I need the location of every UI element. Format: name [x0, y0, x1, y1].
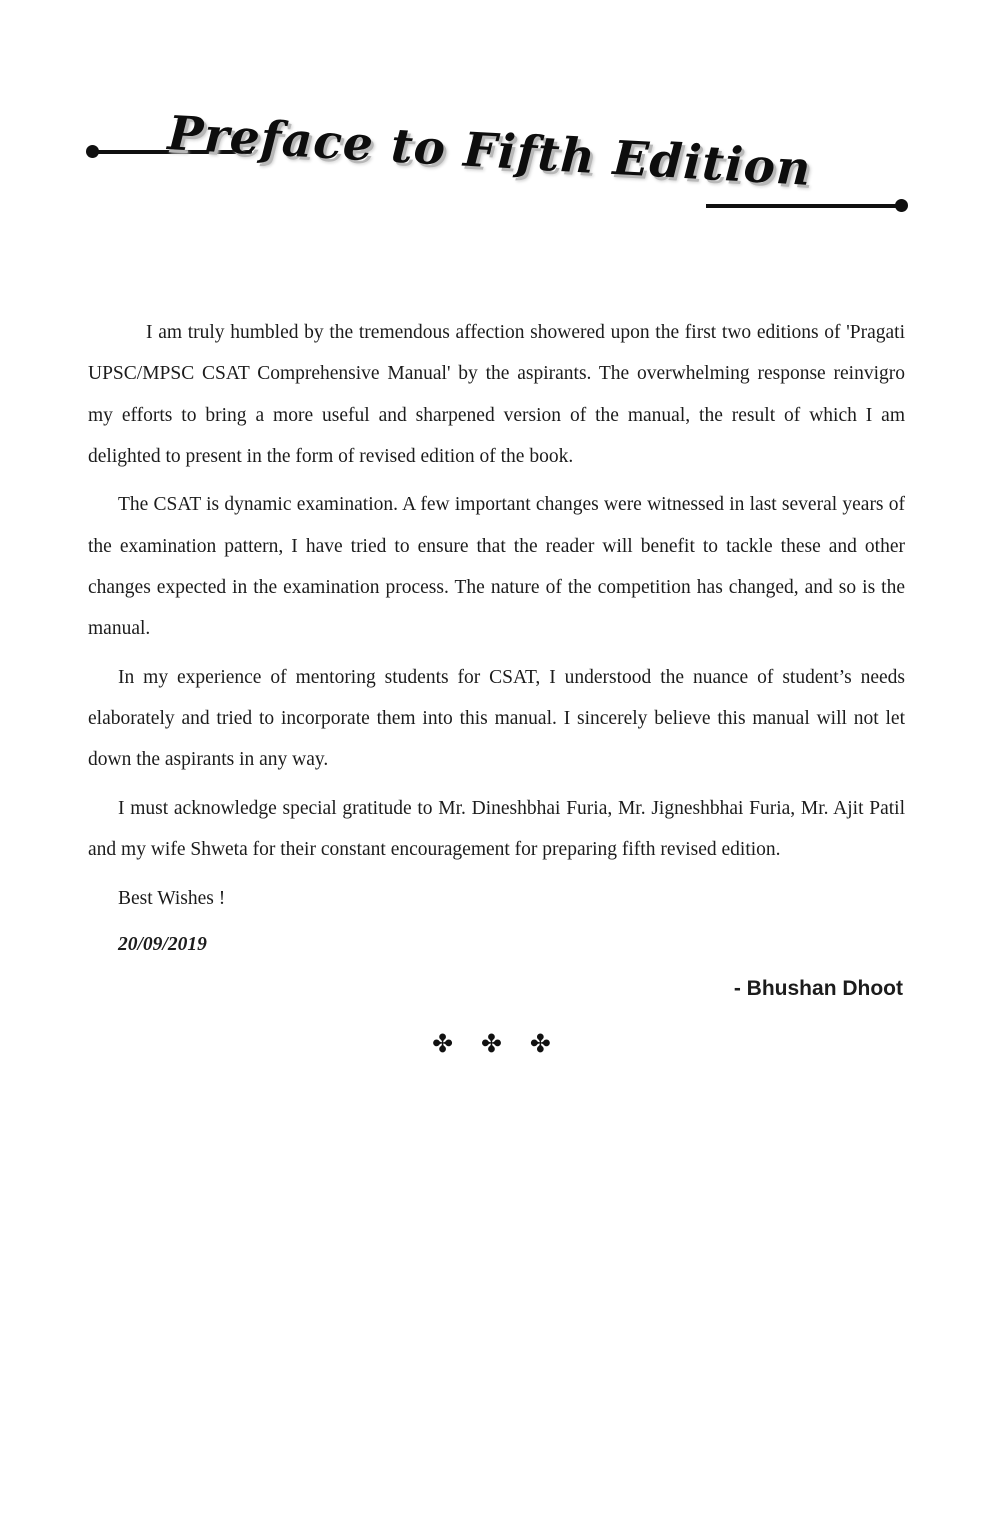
right-rule-dot [895, 199, 908, 212]
right-rule [706, 204, 906, 208]
paragraph-1: I am truly humbled by the tremendous affection showered upon the first two editions of 'Pragati UPSC/MPSC CSAT Comprehensive Manual' by the aspirants. The overwhelming response reinvigro my efforts to bring a more useful and sharpened version of the manual, the result of which I am delighted to present in the form of revised edition of the book. [88, 322, 905, 467]
best-wishes-line: Best Wishes ! [118, 888, 226, 910]
ornament-divider: ✤ ✤ ✤ [432, 1029, 561, 1059]
left-rule-dot [86, 145, 99, 158]
title-block [0, 106, 992, 268]
page-title: Preface to Fifth Edition [166, 106, 813, 197]
author-signature: - Bhushan Dhoot [733, 976, 903, 1000]
paragraph-3: In my experience of mentoring students for CSAT, I understood the nuance of student’s needs elaborately and tried to incorporate them into this manual. I sincerely believe this manual will not let down the aspirants in any way. [88, 666, 905, 771]
preface-body [0, 312, 992, 1070]
document-page [0, 106, 992, 1521]
date-line: 20/09/2019 [118, 933, 207, 955]
paragraph-2: The CSAT is dynamic examination. A few important changes were witnessed in last several years of the examination pattern, I have tried to ensure that the reader will benefit to tackle these and other changes expected in the examination process. The nature of the competition has changed, and so is the manual. [88, 494, 905, 640]
paragraph-4: I must acknowledge special gratitude to Mr. Dineshbhai Furia, Mr. Jigneshbhai Furia, Mr. Ajit Patil and my wife Shweta for their constant encouragement for preparing fifth revised edition. [88, 797, 905, 860]
